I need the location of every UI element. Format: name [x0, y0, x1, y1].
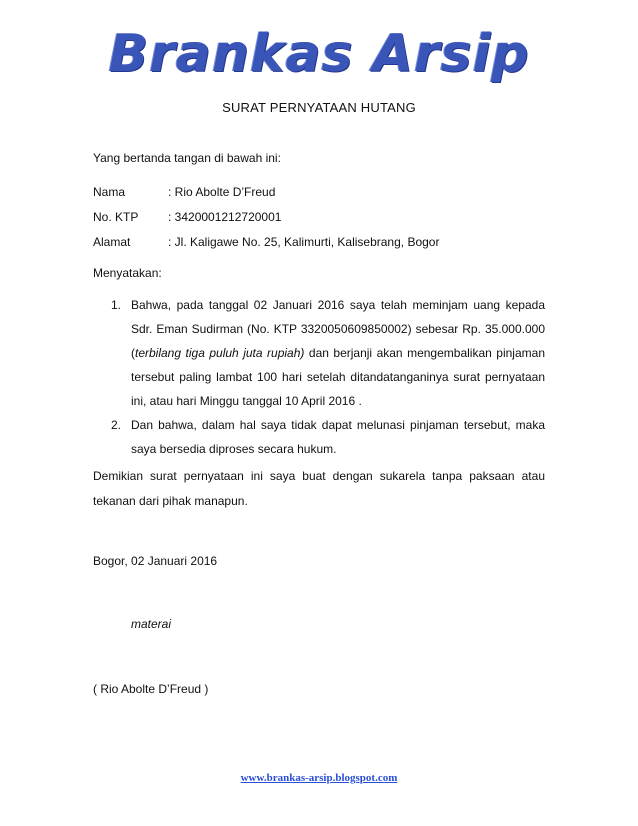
statement-list: [93, 293, 545, 461]
list-item-text-continued: dan berjanji akan mengembalikan pinjaman tersebut paling lambat 100 hari setelah ditandatanganinya surat pernyataan ini, atau hari Minggu tanggal 10 April 2016 .: [131, 346, 545, 408]
list-item-text: Dan bahwa, dalam hal saya tidak dapat melunasi pinjaman tersebut, maka saya bersedia diproses secara hukum.: [131, 418, 545, 456]
footer-link[interactable]: www.brankas-arsip.blogspot.com: [240, 772, 398, 784]
field-label-address: Alamat: [93, 235, 131, 249]
list-item-italic-text: terbilang tiga puluh juta rupiah): [135, 346, 305, 360]
list-item-number: 2.: [111, 418, 122, 432]
place-date: Bogor, 02 Januari 2016: [93, 554, 218, 568]
intro-text: Yang bertanda tangan di bawah ini:: [93, 151, 281, 165]
list-item: [93, 413, 545, 461]
field-label-name: Nama: [93, 185, 126, 199]
field-value-ktp: : 3420001212720001: [168, 210, 282, 224]
list-item-text: Bahwa, pada tanggal 02 Januari 2016 saya telah meminjam uang kepada Sdr. Eman Sudirman (No. KTP 3320050609850002) sebesar Rp. 35.000.000 (: [131, 298, 545, 360]
closing-paragraph: Demikian surat pernyataan ini saya buat dengan sukarela tanpa paksaan atau tekanan dari pihak manapun.: [93, 469, 545, 508]
field-value-name: : Rio Abolte D’Freud: [168, 185, 276, 199]
stamp-label: materai: [131, 617, 172, 631]
brand-logo: Brankas Arsip: [108, 24, 530, 84]
list-item-number: 1.: [111, 298, 122, 312]
field-label-ktp: No. KTP: [93, 210, 139, 224]
signature-name: ( Rio Abolte D’Freud ): [93, 682, 209, 696]
declaring-text: Menyatakan:: [93, 266, 162, 280]
field-value-address: : Jl. Kaligawe No. 25, Kalimurti, Kalisebrang, Bogor: [168, 235, 440, 249]
document-title: SURAT PERNYATAAN HUTANG: [222, 100, 416, 115]
list-item: [93, 293, 545, 413]
